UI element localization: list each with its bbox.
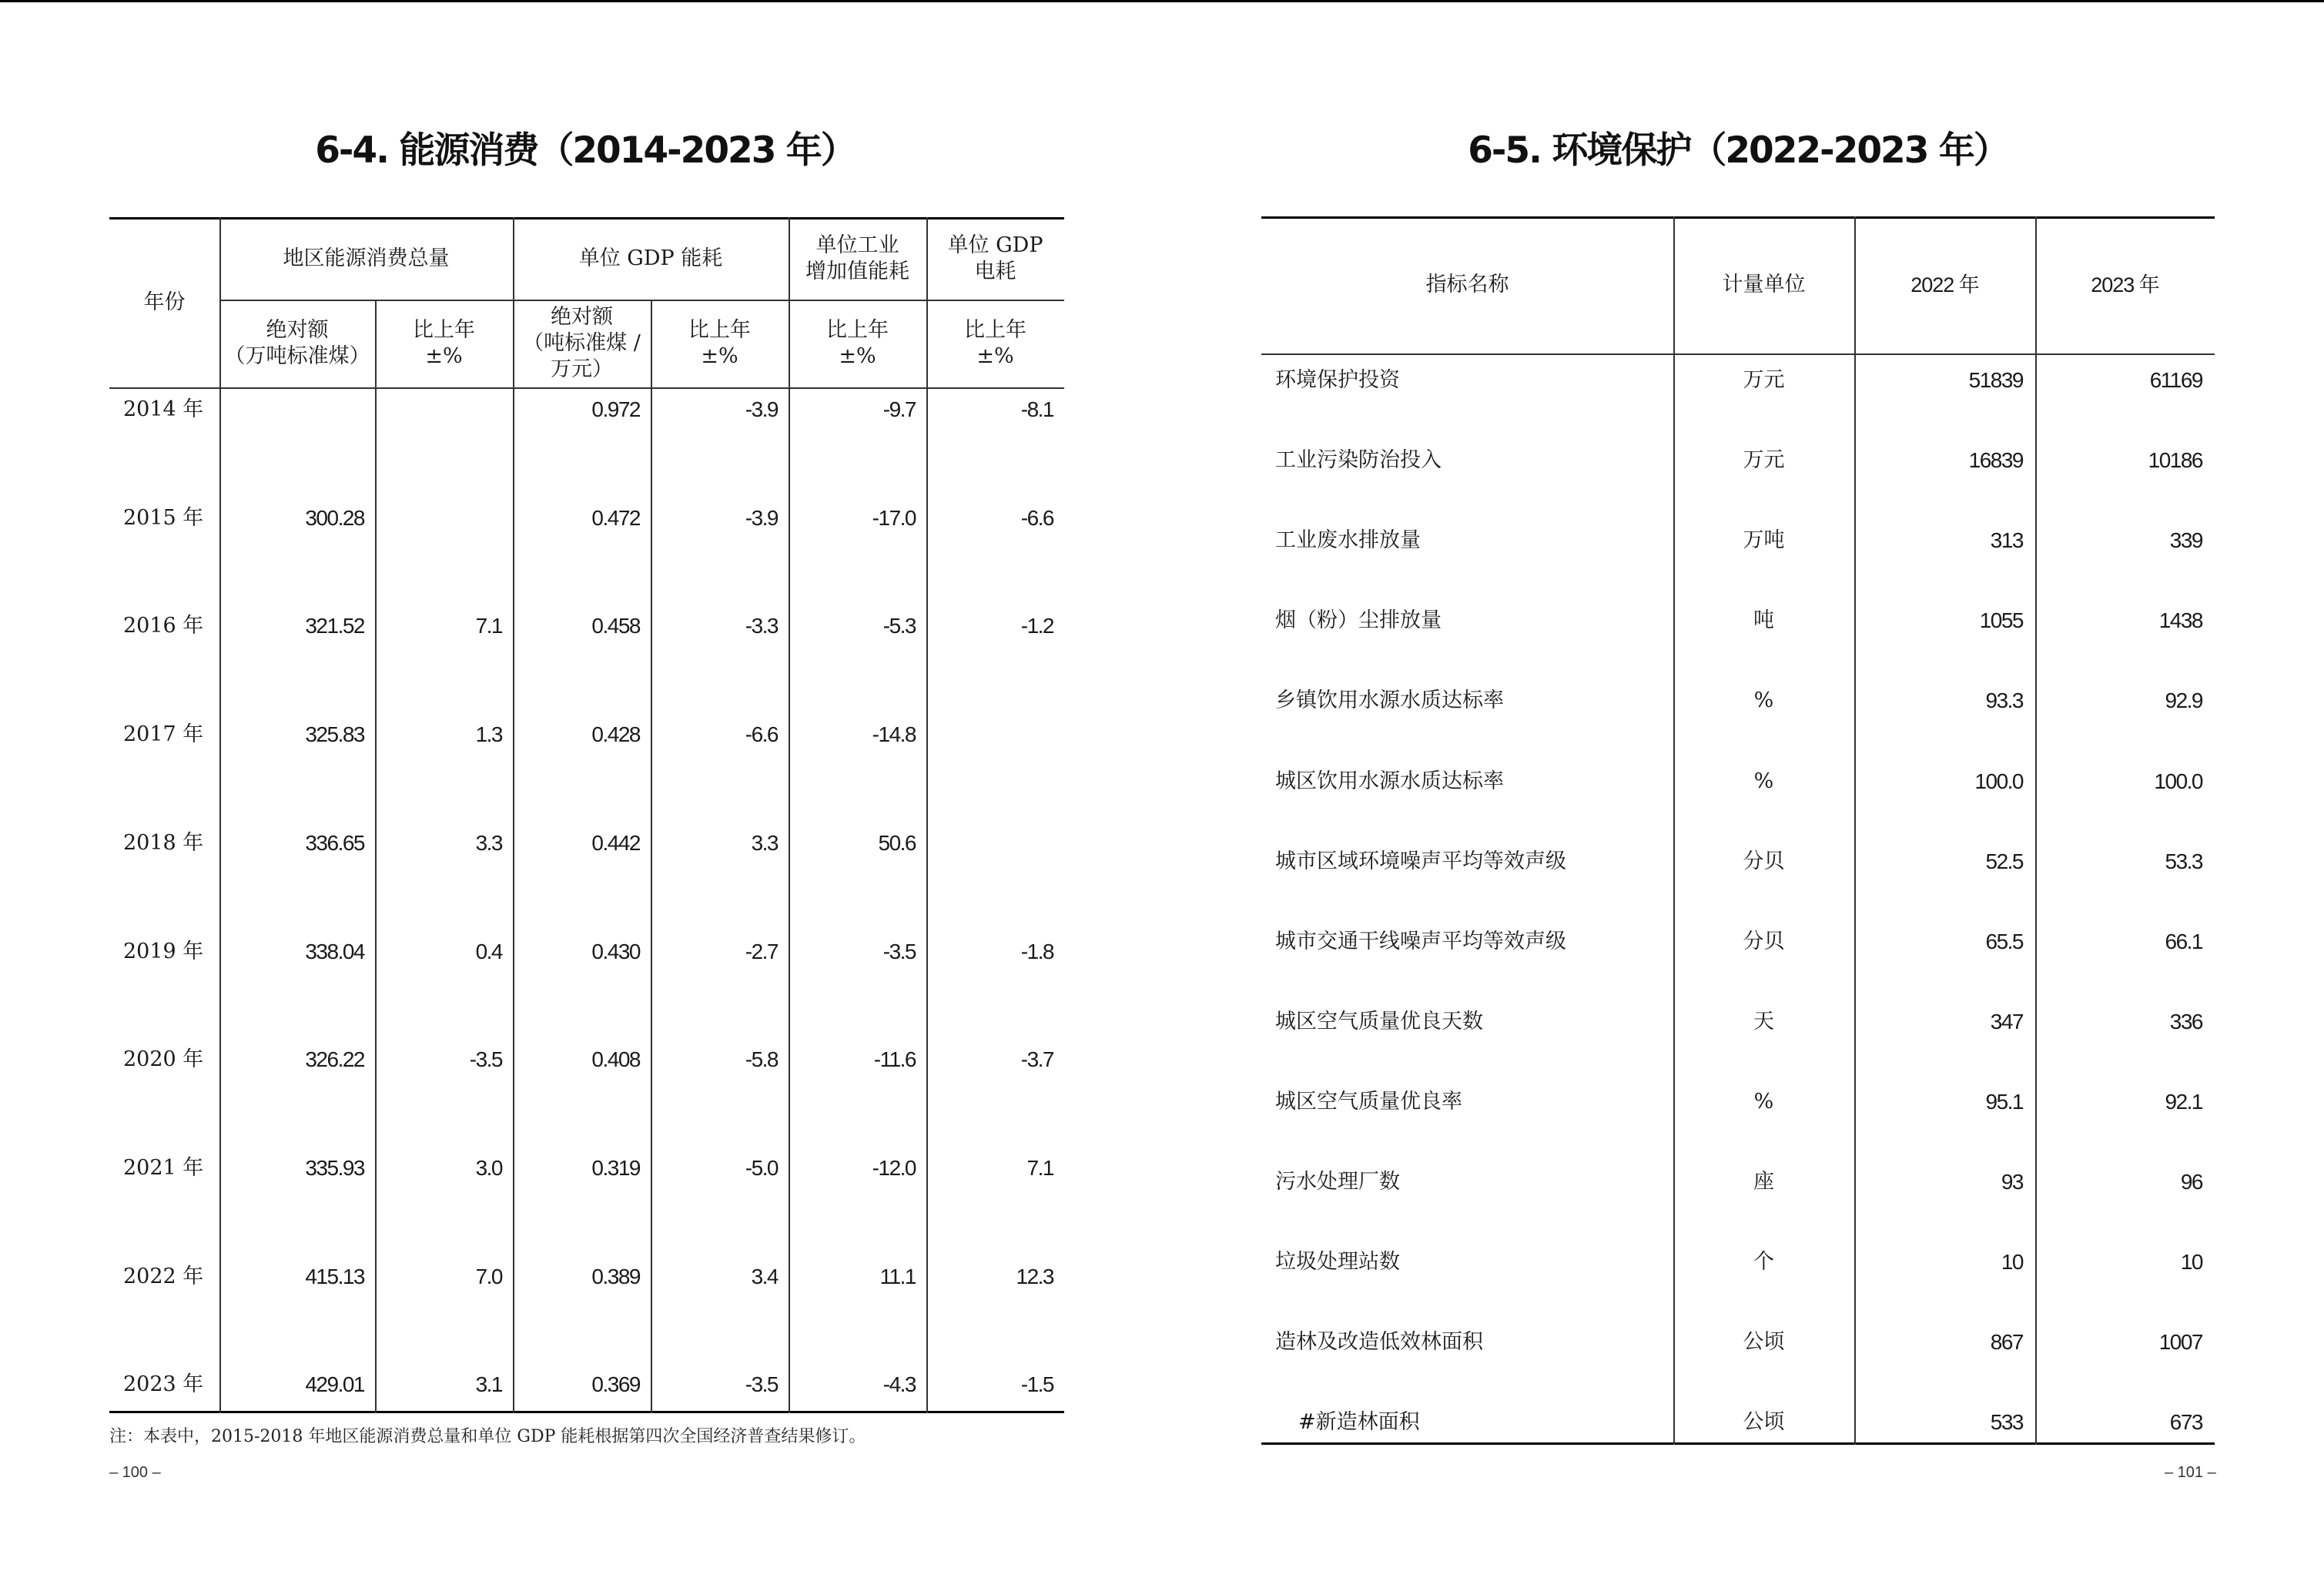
header-line: ±% [839,344,876,368]
energy-total-cell: 335.93 [305,1156,364,1180]
energy-total-change-cell: 3.3 [475,831,502,855]
electricity-change-cell: -1.2 [1020,614,1053,638]
header-change-industry [789,300,926,387]
electricity-change-cell [926,824,1064,863]
header-bottom-rule [109,387,1064,389]
header-line: 万元） [551,357,613,381]
header-indicator [1261,216,1673,353]
year-cell: 2019 年 [123,940,204,963]
value-2023-cell: 61169 [2149,368,2202,392]
header-industry-energy [789,217,926,300]
value-2022-cell: 533 [1990,1410,2023,1434]
unit-cell: 公顷 [1743,1330,1785,1354]
value-2022-cell: 16839 [1968,448,2023,472]
unit-cell: 天 [1753,1010,1774,1034]
energy-total-change-cell: 3.0 [475,1156,502,1180]
indicator-name-cell: 城市区域环境噪声平均等效声级 [1275,849,1566,873]
year-cell: 2017 年 [123,722,204,746]
indicator-name-cell: 烟（粉）尘排放量 [1275,608,1442,632]
industry-energy-change-cell: -3.5 [882,940,916,963]
header-indicator-label: 指标名称 [1425,273,1509,296]
header-year-2022 [1854,216,2035,353]
header-line: ±% [701,344,738,368]
page-title: 6-5. 环境保护（2022-2023 年） [1468,129,2008,172]
year-cell: 2020 年 [123,1047,204,1071]
gdp-energy-cell: 0.369 [591,1372,640,1396]
header-absolute-total [219,300,375,387]
value-2023-cell: 339 [2169,528,2202,552]
value-2022-cell: 1055 [1979,608,2023,632]
value-2023-cell: 336 [2169,1010,2202,1034]
industry-energy-change-cell: -9.7 [882,397,916,421]
energy-total-change-cell: -3.5 [469,1047,502,1071]
gdp-energy-cell: 0.972 [591,397,640,421]
header-bottom-rule [1261,353,2215,355]
header-electricity [926,217,1064,300]
value-2022-cell: 52.5 [1985,849,2023,873]
header-absolute-gdp [513,300,651,387]
electricity-change-cell: -6.6 [1020,506,1053,530]
gdp-energy-change-cell: -3.9 [745,506,778,530]
energy-total-cell: 326.22 [305,1047,364,1071]
value-2023-cell: 1438 [2158,608,2202,632]
indicator-name-cell: 城市交通干线噪声平均等效声级 [1275,930,1566,953]
electricity-change-cell: 12.3 [1016,1265,1053,1288]
energy-total-change-cell: 1.3 [475,722,502,746]
indicator-name-cell: 乡镇饮用水源水质达标率 [1275,688,1504,712]
energy-total-cell: 321.52 [305,614,364,638]
energy-total-cell: 300.28 [305,506,364,530]
gdp-energy-change-cell: -3.5 [745,1372,778,1396]
unit-cell: % [1753,1090,1774,1114]
electricity-change-cell: -8.1 [1020,397,1053,421]
value-2023-cell: 1007 [2158,1330,2202,1354]
industry-energy-change-cell: -11.6 [873,1047,916,1071]
indicator-name-cell: 环境保护投资 [1275,368,1400,392]
header-year-2023-label: 2023 年 [2091,273,2159,296]
header-change-gdp [651,300,789,387]
gdp-energy-change-cell: -5.0 [745,1156,778,1180]
electricity-change-cell: -1.8 [1020,940,1053,963]
value-2022-cell: 313 [1990,528,2023,552]
header-line: 比上年 [964,318,1026,342]
unit-cell: % [1753,769,1774,793]
gdp-energy-cell: 0.458 [591,614,640,638]
industry-energy-change-cell: -5.3 [882,614,916,638]
header-line: ±% [976,344,1014,368]
header-year [109,217,219,387]
header-gdp-energy [513,217,789,300]
indicator-name-cell: #新造林面积 [1298,1410,1420,1434]
year-cell: 2023 年 [123,1372,204,1396]
environment-table [1261,216,2215,1445]
unit-cell: 分贝 [1743,849,1785,873]
value-2023-cell: 53.3 [2165,849,2202,873]
gdp-energy-change-cell: 3.4 [751,1265,778,1288]
value-2022-cell: 10 [2001,1250,2023,1274]
table-note: 注：本表中，2015-2018 年地区能源消费总量和单位 GDP 能耗根据第四次全国经济普查结果修订。 [109,1427,866,1446]
value-2022-cell: 65.5 [1985,930,2023,953]
unit-cell: 万元 [1743,368,1785,392]
gdp-energy-change-cell: -6.6 [745,722,778,746]
header-unit-label: 计量单位 [1722,273,1806,296]
gdp-energy-change-cell: -2.7 [745,940,778,963]
unit-cell: 吨 [1753,608,1774,632]
value-2022-cell: 93.3 [1985,688,2023,712]
indicator-name-cell: 垃圾处理站数 [1275,1250,1400,1274]
indicator-name-cell: 城区空气质量优良天数 [1275,1010,1483,1034]
unit-cell: 个 [1753,1250,1774,1274]
gdp-energy-cell: 0.442 [591,831,640,855]
header-line: 绝对额 [266,318,329,342]
header-gdp-energy-label: 单位 GDP 能耗 [578,246,723,270]
value-2022-cell: 51839 [1968,368,2023,392]
unit-cell: 万吨 [1743,528,1785,552]
page-number: – 100 – [109,1464,161,1481]
header-change-total [375,300,513,387]
energy-total-cell: 336.65 [305,831,364,855]
gdp-energy-change-cell: -5.8 [745,1047,778,1071]
gdp-energy-change-cell: 3.3 [751,831,778,855]
gdp-energy-cell: 0.428 [591,722,640,746]
header-line: （吨标准煤 / [523,331,641,355]
indicator-name-cell: 城区空气质量优良率 [1275,1090,1462,1114]
gdp-energy-cell: 0.389 [591,1265,640,1288]
header-line: （万吨标准煤） [224,344,370,368]
industry-energy-change-cell: 11.1 [879,1265,916,1288]
table-bottom-rule [1261,1442,2215,1445]
header-change-electricity [926,300,1064,387]
unit-cell: % [1753,688,1774,712]
industry-energy-change-cell: -12.0 [872,1156,916,1180]
header-line: ±% [425,344,463,368]
energy-total-cell: 415.13 [305,1265,364,1288]
energy-total-change-cell: 0.4 [475,940,502,963]
table-bottom-rule [109,1411,1064,1413]
header-line: 增加值能耗 [805,259,909,283]
header-unit [1673,216,1854,353]
value-2023-cell: 66.1 [2165,930,2202,953]
header-line: 单位 GDP [947,233,1043,257]
year-cell: 2016 年 [123,614,204,638]
industry-energy-change-cell: 50.6 [878,831,916,855]
value-2023-cell: 100.0 [2154,769,2202,793]
energy-total-change-cell: 3.1 [475,1372,502,1396]
value-2022-cell: 95.1 [1985,1090,2023,1114]
header-year-2023 [2035,216,2215,353]
gdp-energy-cell: 0.472 [591,506,640,530]
value-2022-cell: 867 [1990,1330,2023,1354]
energy-total-change-cell: 7.1 [475,614,502,638]
year-cell: 2022 年 [123,1265,204,1288]
value-2022-cell: 347 [1990,1010,2023,1034]
unit-cell: 公顷 [1743,1410,1785,1434]
value-2023-cell: 96 [2180,1170,2202,1194]
unit-cell: 座 [1753,1170,1774,1194]
value-2023-cell: 10186 [2148,448,2202,472]
value-2023-cell: 10 [2180,1250,2202,1274]
header-year-label: 年份 [143,290,186,314]
energy-total-cell [219,390,375,429]
indicator-name-cell: 污水处理厂数 [1275,1170,1400,1194]
energy-total-cell: 338.04 [305,940,364,963]
electricity-change-cell: -1.5 [1020,1372,1053,1396]
header-year-2022-label: 2022 年 [1910,273,1979,296]
header-line: 电耗 [974,259,1016,283]
value-2022-cell: 100.0 [1974,769,2023,793]
unit-cell: 分贝 [1743,930,1785,953]
year-cell: 2015 年 [123,506,204,530]
industry-energy-change-cell: -17.0 [872,506,916,530]
energy-total-cell: 325.83 [305,722,364,746]
energy-total-change-cell [375,390,513,429]
industry-energy-change-cell: -14.8 [872,722,916,746]
header-energy-total-label: 地区能源消费总量 [283,246,450,270]
right-page [1162,0,2324,1588]
electricity-change-cell [926,715,1064,754]
gdp-energy-cell: 0.430 [591,940,640,963]
electricity-change-cell: 7.1 [1026,1156,1053,1180]
header-line: 比上年 [413,318,475,342]
electricity-change-cell: -3.7 [1020,1047,1053,1071]
value-2023-cell: 92.9 [2165,688,2202,712]
indicator-name-cell: 造林及改造低效林面积 [1275,1330,1483,1354]
page-title: 6-4. 能源消费（2014-2023 年） [315,129,856,172]
gdp-energy-change-cell: -3.3 [745,614,778,638]
header-line: 绝对额 [551,305,613,329]
year-cell: 2021 年 [123,1156,204,1180]
year-cell: 2018 年 [123,831,204,855]
header-line: 比上年 [826,318,889,342]
energy-total-change-cell: 7.0 [475,1265,502,1288]
gdp-energy-cell: 0.408 [591,1047,640,1071]
energy-total-cell: 429.01 [305,1372,364,1396]
value-2022-cell: 93 [2001,1170,2023,1194]
unit-cell: 万元 [1743,448,1785,472]
gdp-energy-cell: 0.319 [591,1156,640,1180]
energy-total-change-cell [375,499,513,538]
indicator-name-cell: 城区饮用水源水质达标率 [1275,769,1504,793]
indicator-name-cell: 工业废水排放量 [1275,528,1421,552]
value-2023-cell: 673 [2169,1410,2202,1434]
header-line: 单位工业 [815,233,899,257]
indicator-name-cell: 工业污染防治投入 [1275,448,1442,472]
header-line: 比上年 [688,318,751,342]
gdp-energy-change-cell: -3.9 [745,397,778,421]
value-2023-cell: 92.1 [2165,1090,2202,1114]
energy-table [109,217,1064,1413]
industry-energy-change-cell: -4.3 [882,1372,916,1396]
year-cell: 2014 年 [123,397,204,421]
page-number: – 101 – [2165,1464,2216,1481]
header-energy-total [219,217,513,300]
